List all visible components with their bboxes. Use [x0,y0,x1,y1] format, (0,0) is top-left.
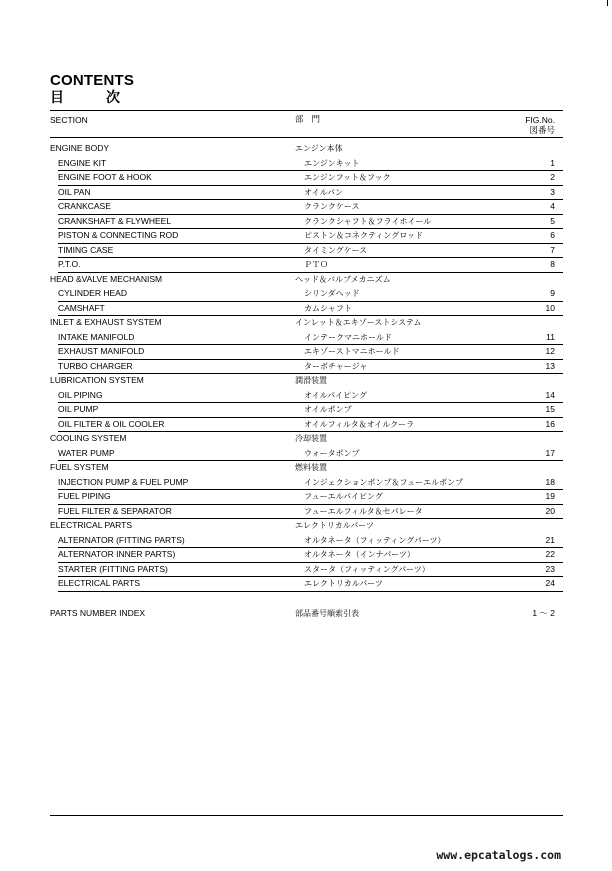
header-section-label: SECTION [50,115,88,125]
toc-item-row[interactable] [50,563,563,578]
site-watermark: www.epcatalogs.com [436,848,561,862]
section-heading: ELECTRICAL PARTS [50,520,133,530]
toc-item-label: TIMING CASE [58,244,114,255]
page-subtitle-jp: 目次 [50,90,162,106]
toc-item-row[interactable] [50,548,563,563]
toc-item-fig-number: 3 [550,186,555,197]
toc-item-fig-number: 21 [545,534,555,545]
toc-item-row[interactable] [50,418,563,433]
toc-item-row[interactable] [50,476,563,491]
section-heading-jp: インレット＆エキゾーストシステム [295,318,422,327]
section-heading-row [50,142,563,157]
toc-item-label: WATER PUMP [58,447,115,458]
section-heading: INLET & EXHAUST SYSTEM [50,317,162,327]
toc-item-fig-number: 15 [545,404,555,414]
toc-item-label: OIL FILTER & OIL COOLER [58,418,165,429]
toc-item-label-jp: オルタネータ（フィッティングパーツ） [304,535,446,545]
section-heading-jp: 燃料装置 [295,463,327,472]
toc-item-fig-number: 10 [545,302,555,313]
toc-item-fig-number: 12 [545,346,555,356]
toc-item-label: OIL PIPING [58,389,103,400]
toc-item-row[interactable] [50,171,563,186]
toc-item-label: INJECTION PUMP & FUEL PUMP [58,476,189,487]
section-heading: COOLING SYSTEM [50,433,127,443]
toc-item-fig-number: 20 [545,505,555,516]
index-label-jp: 部品番号順索引表 [295,609,359,618]
section-heading-row [50,432,563,447]
toc-item-fig-number: 17 [545,447,555,458]
toc-item-row[interactable] [50,258,563,273]
toc-item-label-jp: カムシャフト [304,303,352,313]
toc-item-fig-number: 8 [550,259,555,269]
toc-item-row[interactable] [50,534,563,549]
toc-item-row[interactable] [50,360,563,375]
toc-item-label: INTAKE MANIFOLD [58,331,135,342]
page-title: CONTENTS [50,72,135,89]
toc-item-label-jp: オイルパイピング [304,390,367,400]
toc-item-fig-number: 18 [545,476,555,487]
footer-rule [50,815,563,816]
section-heading-row [50,519,563,534]
toc-item-fig-number: 14 [545,389,555,400]
section-heading-row [50,273,563,288]
section-heading-row [50,461,563,476]
toc-item-row[interactable] [50,490,563,505]
toc-item-row[interactable] [50,229,563,244]
toc-item-fig-number: 13 [545,360,555,371]
toc-item-label-jp: ピストン＆コネクティングロッド [304,231,424,240]
section-heading-jp: 潤滑装置 [295,376,327,385]
section-heading-jp: 冷却装置 [295,434,327,443]
toc-item-label-jp: エキゾーストマニホールド [304,347,400,356]
toc-item-row[interactable] [50,345,563,360]
toc-item-label: ELECTRICAL PARTS [58,578,141,588]
toc-item-label-jp: クランクシャフト＆フライホイール [304,216,432,226]
section-heading: LUBRICATION SYSTEM [50,375,144,385]
toc-item-label-jp: インテークマニホールド [304,332,392,342]
header-fig-label [525,115,555,137]
toc-item-label-jp: シリンダヘッド [304,289,360,298]
header-bottom-rule [50,137,563,138]
toc-item-label: P.T.O. [58,259,81,269]
section-heading-jp: エレクトリカルパーツ [295,521,374,530]
section-heading-jp: エンジン本体 [295,144,343,153]
toc-item-label-jp: ウォータポンプ [304,448,360,458]
toc-item-row[interactable] [50,302,563,317]
toc-item-label: STARTER (FITTING PARTS) [58,563,168,574]
index-label: PARTS NUMBER INDEX [50,608,146,618]
toc-item-fig-number: 1 [550,157,555,168]
toc-item-row[interactable] [50,577,563,592]
toc-item-row[interactable] [50,447,563,462]
header-top-rule [50,110,563,111]
toc-item-label: ALTERNATOR (FITTING PARTS) [58,534,185,545]
toc-item-label: FUEL PIPING [58,491,111,501]
section-heading-row [50,316,563,331]
parts-number-index-row[interactable] [50,607,563,621]
toc-item-label-jp: インジェクションポンプ＆フューエルポンプ [304,477,464,487]
toc-item-row[interactable] [50,157,563,172]
toc-item-fig-number: 24 [545,578,555,588]
toc-item-row[interactable] [50,331,563,346]
toc-item-fig-number: 16 [545,418,555,429]
toc-item-row[interactable] [50,244,563,259]
toc-item-fig-number: 5 [550,215,555,226]
toc-item-label: FUEL FILTER & SEPARATOR [58,505,172,516]
toc-item-label: PISTON & CONNECTING ROD [58,230,179,240]
toc-item-label: CRANKCASE [58,201,111,211]
toc-item-label-jp: オイルポンプ [304,405,352,414]
toc-item-label: OIL PAN [58,186,91,197]
toc-item-label: TURBO CHARGER [58,360,133,371]
toc-item-label-jp: クランクケース [304,202,360,211]
toc-item-label: CAMSHAFT [58,302,105,313]
toc-item-fig-number: 19 [545,491,555,501]
toc-item-label-jp: フューエルパイピング [304,492,383,501]
toc-item-label: OIL PUMP [58,404,99,414]
toc-item-label-jp: フューエルフィルタ＆セパレータ [304,506,423,516]
header-fig-en: FIG.No. [525,115,555,125]
toc-item-label: ALTERNATOR INNER PARTS) [58,549,176,559]
toc-item-label-jp: オルタネータ（インナパーツ） [304,550,415,559]
corner-crop-mark [607,0,608,6]
toc-item-row[interactable] [50,215,563,230]
header-section-label-jp: 部門 [295,115,329,125]
toc-item-fig-number: 11 [546,331,555,342]
table-of-contents [50,142,563,592]
toc-item-label-jp: エレクトリカルパーツ [304,579,383,588]
toc-item-row[interactable] [50,389,563,404]
header-fig-jp: 図番号 [529,126,555,136]
section-heading: ENGINE BODY [50,143,110,153]
toc-item-fig-number: 2 [550,172,555,182]
toc-item-label: EXHAUST MANIFOLD [58,346,145,356]
toc-item-fig-number: 23 [545,563,555,574]
section-heading-row [50,374,563,389]
toc-item-label-jp: エンジンフット＆フック [304,173,391,182]
toc-item-label-jp: オイルパン [304,187,344,197]
toc-item-label-jp: タイミングケース [304,245,368,255]
toc-item-fig-number: 7 [550,244,555,255]
toc-item-label-jp: スタータ（フィッティングパーツ） [304,564,430,574]
section-heading-jp: ヘッド＆バルブメカニズム [295,274,391,284]
toc-item-label: CRANKSHAFT & FLYWHEEL [58,215,172,226]
toc-item-fig-number: 22 [545,549,555,559]
toc-item-label: ENGINE FOOT & HOOK [58,172,152,182]
toc-item-row[interactable] [50,403,563,418]
toc-item-label-jp: エンジンキット [304,158,360,168]
toc-item-label: ENGINE KIT [58,157,107,168]
toc-item-label: CYLINDER HEAD [58,288,127,298]
section-heading: HEAD &VALVE MECHANISM [50,273,163,284]
toc-item-label-jp: オイルフィルタ＆オイルクーラ [304,419,415,429]
toc-item-row[interactable] [50,186,563,201]
toc-item-fig-number: 4 [550,201,555,211]
toc-item-label-jp: ターボチャージャ [304,361,368,371]
toc-item-fig-number: 6 [550,230,555,240]
toc-item-label-jp: ＰＴＯ [304,260,328,269]
toc-item-fig-number: 9 [550,288,555,298]
index-page-range: 1 ～ 2 [532,608,555,618]
toc-item-row[interactable] [50,287,563,302]
toc-item-row[interactable] [50,200,563,215]
section-heading: FUEL SYSTEM [50,462,109,472]
toc-item-row[interactable] [50,505,563,520]
